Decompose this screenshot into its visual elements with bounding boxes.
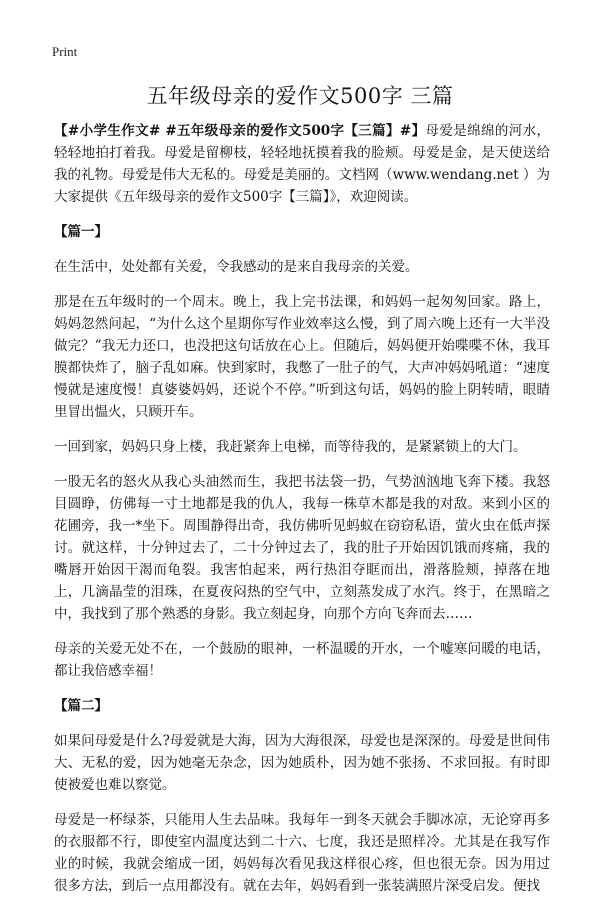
section2-paragraph-1: 如果问母爱是什么?母爱就是大海，因为大海很深，母爱也是深深的。母爱是世间伟大、无私的爱，因为她毫无杂念，因为她质朴，因为她不张扬、不求回报。有时即使被爱也难以察觉。: [54, 733, 550, 793]
intro-paragraph: [54, 120, 550, 208]
intro-tag: 【#小学生作文# #五年级母亲的爱作文500字【三篇】#】: [54, 123, 426, 139]
section1-paragraph-4: 一股无名的怒火从我心头油然而生，我把书法袋一扔，气势汹汹地飞奔下楼。我怒目圆睁，仿佛每一寸土地都是我的仇人，我每一株草木都是我的对敌。来到小区的花圃旁，我一*坐下。周围静得出奇，我仿佛听见蚂蚁在窃窃私语，萤火虫在低声探讨。就这样，十分钟过去了，二十分钟过去了，我的肚子开始因饥饿而疼痛，我的嘴唇开始因干渴而龟裂。我害怕起来，两行热泪夺眶而出，滑落脸颊，掉落在地上，几滴晶莹的泪珠，在夏夜闷热的空气中，立刻蒸发成了水汽。终于，在黑暗之中，我找到了那个熟悉的身影。我立刻起身，向那个方向飞奔而去……: [54, 474, 550, 622]
section-heading-2: 【篇二】: [54, 698, 108, 714]
section1-paragraph-3: 一回到家，妈妈只身上楼，我赶紧奔上电梯，而等待我的，是紧紧锁上的大门。: [54, 439, 527, 455]
page-title: 五年级母亲的爱作文500字 三篇: [146, 84, 454, 108]
section2-paragraph-2: 母爱是一杯绿茶，只能用人生去品味。我每年一到冬天就会手脚冰凉，无论穿再多的衣服都不行，即使室内温度达到二十六、七度，我还是照样冷。尤其是在我写作业的时候，我就会缩成一团，妈妈每次看见我这样很心疼，但也很无奈。因为用过很多方法，到后一点用都没有。就在去年，妈妈看到一张装满照片深受启发。便找: [54, 812, 550, 894]
section1-paragraph-2: 那是在五年级时的一个周末。晚上，我上完书法课，和妈妈一起匆匆回家。路上，妈妈忽然问起，“为什么这个星期你写作业效率这么慢，到了周六晚上还有一大半没做完？”我无力还口，也没把这句话放在心上。但随后，妈妈便开始喋喋不休，我耳膜都快炸了，脑子乱如麻。快到家时，我憋了一肚子的气，大声冲妈妈吼道：“速度慢就是速度慢！真婆婆妈妈，还说个不停。”听到这句话，妈妈的脸上阴转晴，眼睛里冒出愠火，只顾开车。: [54, 294, 550, 420]
section1-paragraph-5: 母亲的关爱无处不在，一个鼓励的眼神，一杯温暖的开水，一个嘘寒问暖的电话，都让我倍感幸福！: [54, 641, 550, 679]
article-body: [54, 120, 550, 910]
intro-text: 母爱是绵绵的河水，轻轻地拍打着我。母爱是留柳枝，轻轻地抚摸着我的脸颊。母爱是金，是天使送给我的礼物。母爱是伟大无私的。母爱是美丽的。文档网（www.wendang.net ）为大家提供《五年级母亲的爱作文500字【三篇】》，欢迎阅读。: [54, 123, 550, 205]
print-link[interactable]: Print: [52, 44, 78, 59]
section-heading-1: 【篇一】: [54, 224, 108, 240]
section1-paragraph-1: 在生活中，处处都有关爱，令我感动的是来自我母亲的关爱。: [54, 259, 419, 275]
